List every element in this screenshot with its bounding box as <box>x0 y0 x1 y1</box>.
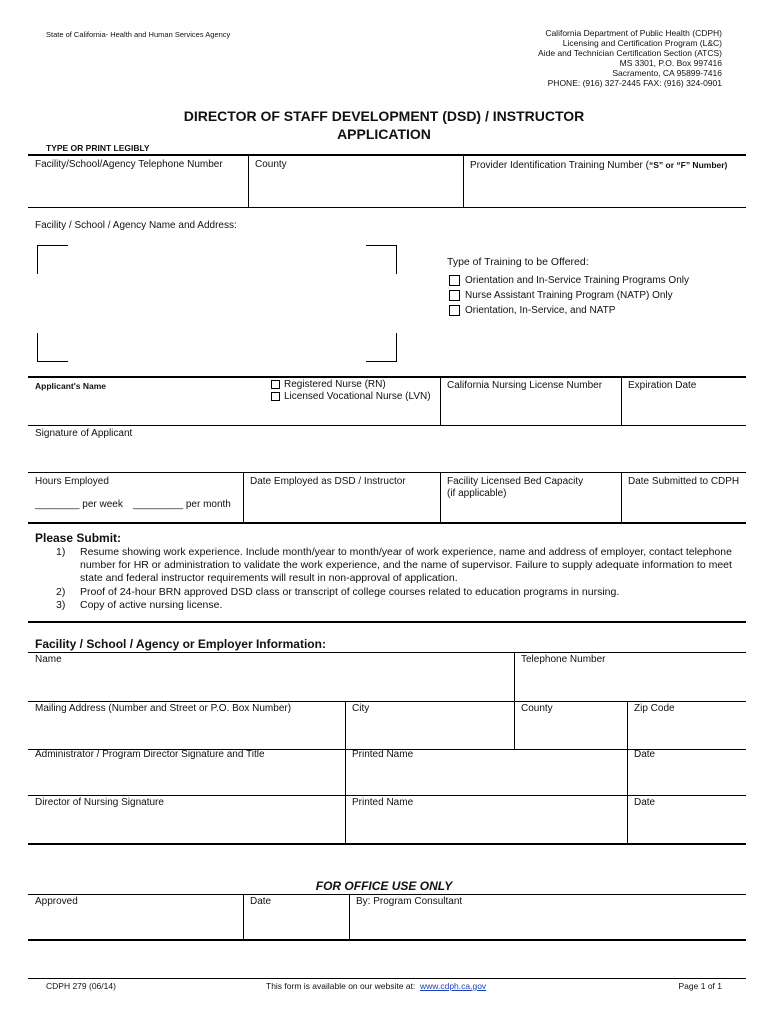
employer-phone-label: Telephone Number <box>521 654 606 665</box>
divider <box>28 843 746 845</box>
divider <box>248 155 249 207</box>
training-type-label: Type of Training to be Offered: <box>447 256 589 268</box>
divider <box>28 701 746 702</box>
printed-name-label: Printed Name <box>352 749 414 760</box>
provider-id-label-note: “S” or “F” Number) <box>648 160 728 170</box>
list-item <box>56 546 746 586</box>
license-number-label: California Nursing License Number <box>447 380 603 391</box>
divider <box>243 473 244 522</box>
applicant-name-input[interactable] <box>30 395 264 424</box>
county-input[interactable] <box>250 172 461 206</box>
facility-name-address-label: Facility / School / Agency Name and Address: <box>35 220 237 231</box>
admin-signature-input[interactable] <box>30 763 343 794</box>
rn-label: Registered Nurse (RN) <box>284 379 386 390</box>
employer-name-input[interactable] <box>30 668 512 699</box>
department-contact-block <box>538 28 722 88</box>
divider <box>28 522 746 524</box>
checkbox[interactable] <box>271 392 280 401</box>
don-date-input[interactable] <box>629 811 744 842</box>
approved-label: Approved <box>35 896 78 907</box>
dept-line: PHONE: (916) 327-2445 FAX: (916) 324-0901 <box>547 78 722 88</box>
dept-line: MS 3301, P.O. Box 997416 <box>619 58 722 68</box>
divider <box>463 155 464 207</box>
divider <box>28 472 746 473</box>
submission-requirements-list <box>56 546 746 612</box>
employer-name-label: Name <box>35 654 62 665</box>
agency-name: State of California- Health and Human Services Agency <box>46 30 231 39</box>
zip-code-input[interactable] <box>629 717 744 747</box>
divider <box>621 473 622 522</box>
list-item <box>56 599 746 612</box>
dept-line: Licensing and Certification Program (L&C) <box>562 38 722 48</box>
employer-section-heading: Facility / School / Agency or Employer Information: <box>35 637 326 651</box>
form-number: CDPH 279 (06/14) <box>46 981 116 991</box>
website-link[interactable]: www.cdph.ca.gov <box>420 981 487 991</box>
training-option-2[interactable] <box>449 290 673 302</box>
divider <box>28 978 746 979</box>
checkbox[interactable] <box>449 305 460 316</box>
zip-code-label: Zip Code <box>634 703 675 714</box>
form-title-line2: APPLICATION <box>337 126 431 142</box>
provider-id-field-label <box>470 159 727 172</box>
dept-line: Aide and Technician Certification Section (ATCS) <box>538 48 722 58</box>
employer-phone-input[interactable] <box>516 668 744 699</box>
item-text: Proof of 24-hour BRN approved DSD class or transcript of college courses related to education programs in nursing. <box>80 585 620 598</box>
type-or-print-note: TYPE OR PRINT LEGIBLY <box>46 143 150 153</box>
if-applicable-note: (if applicable) <box>447 488 507 499</box>
hours-per-month-field[interactable]: _________ per month <box>133 499 231 510</box>
employer-county-label: County <box>521 703 553 714</box>
hours-per-week-field[interactable]: ________ per week <box>35 499 123 510</box>
divider <box>345 702 346 844</box>
program-consultant-input[interactable] <box>351 910 744 938</box>
bed-capacity-input[interactable] <box>442 502 619 521</box>
printed-name-label: Printed Name <box>352 797 414 808</box>
date-employed-input[interactable] <box>245 490 438 521</box>
checkbox[interactable] <box>271 380 280 389</box>
approved-input[interactable] <box>30 910 241 938</box>
applicant-name-label: Applicant's Name <box>35 381 106 391</box>
training-option-3[interactable] <box>449 305 615 317</box>
office-date-label: Date <box>250 896 272 907</box>
divider <box>627 702 628 844</box>
office-date-input[interactable] <box>245 910 347 938</box>
divider <box>28 621 746 623</box>
office-use-heading: FOR OFFICE USE ONLY <box>315 879 453 893</box>
don-printed-name-input[interactable] <box>347 811 625 842</box>
form-title-line1: DIRECTOR OF STAFF DEVELOPMENT (DSD) / INSTRUCTOR <box>183 108 585 124</box>
divider <box>28 207 746 208</box>
admin-printed-name-input[interactable] <box>347 763 625 794</box>
provider-id-label-main: Provider Identification Training Number ( <box>470 160 649 171</box>
don-signature-label: Director of Nursing Signature <box>35 797 164 808</box>
city-input[interactable] <box>347 717 512 747</box>
rn-option[interactable] <box>271 379 386 390</box>
phone-field-label: Facility/School/Agency Telephone Number <box>35 159 223 170</box>
divider <box>28 939 746 941</box>
website-text: This form is available on our website at: <box>266 981 416 991</box>
don-signature-input[interactable] <box>30 811 343 842</box>
applicant-signature-label: Signature of Applicant <box>35 428 133 439</box>
lvn-label: Licensed Vocational Nurse (LVN) <box>284 391 431 402</box>
program-consultant-label: By: Program Consultant <box>356 896 463 907</box>
hours-employed-label: Hours Employed <box>35 476 109 487</box>
employer-county-input[interactable] <box>516 717 625 747</box>
divider <box>28 376 746 378</box>
divider <box>440 473 441 522</box>
divider <box>349 895 350 939</box>
divider <box>28 894 746 895</box>
phone-input[interactable] <box>30 172 246 206</box>
item-text: Copy of active nursing license. <box>80 598 223 611</box>
item-number: 3) <box>56 598 66 611</box>
item-text: Resume showing work experience. Include month/year to month/year of work experience, name and address of employer, contact telephone number for HR or administration to validate the work experience, and the name of supervisor. Failure to supply adequate information to meet state and federal instructor requirements will result in non-approval of application. <box>80 546 732 585</box>
checkbox[interactable] <box>449 290 460 301</box>
lvn-option[interactable] <box>271 391 431 402</box>
item-number: 2) <box>56 585 66 598</box>
divider <box>28 795 746 796</box>
date-label: Date <box>634 749 656 760</box>
date-submitted-input[interactable] <box>623 490 745 521</box>
date-submitted-label: Date Submitted to CDPH <box>628 476 740 487</box>
please-submit-heading: Please Submit: <box>35 531 122 545</box>
applicant-signature-input[interactable] <box>30 442 744 470</box>
mailing-address-label: Mailing Address (Number and Street or P.O. Box Number) <box>35 703 292 714</box>
divider <box>28 652 746 653</box>
page-number: Page 1 of 1 <box>678 981 722 991</box>
county-field-label: County <box>255 159 287 170</box>
admin-date-input[interactable] <box>629 763 744 794</box>
facility-address-input[interactable] <box>40 248 394 360</box>
option-label: Nurse Assistant Training Program (NATP) Only <box>465 290 673 302</box>
training-option-1[interactable] <box>449 275 689 287</box>
website-note <box>266 982 486 991</box>
admin-signature-label: Administrator / Program Director Signature and Title <box>35 749 265 760</box>
divider <box>440 377 441 425</box>
bed-capacity-label: Facility Licensed Bed Capacity <box>447 476 584 487</box>
list-item <box>56 586 746 599</box>
license-number-input[interactable] <box>442 395 619 424</box>
expiration-date-label: Expiration Date <box>628 380 697 391</box>
option-label: Orientation, In-Service, and NATP <box>465 305 616 317</box>
provider-id-input[interactable] <box>465 172 745 206</box>
option-label: Orientation and In-Service Training Programs Only <box>465 275 689 287</box>
mailing-address-input[interactable] <box>30 717 343 747</box>
checkbox[interactable] <box>449 275 460 286</box>
item-number: 1) <box>56 546 66 558</box>
expiration-date-input[interactable] <box>623 395 745 424</box>
city-label: City <box>352 703 370 714</box>
dept-line: California Department of Public Health (CDPH) <box>545 28 722 38</box>
date-label: Date <box>634 797 656 808</box>
dept-line: Sacramento, CA 95899-7416 <box>612 68 722 78</box>
divider <box>28 154 746 156</box>
divider <box>243 895 244 939</box>
divider <box>28 425 746 426</box>
divider <box>621 377 622 425</box>
date-employed-label: Date Employed as DSD / Instructor <box>250 476 406 487</box>
